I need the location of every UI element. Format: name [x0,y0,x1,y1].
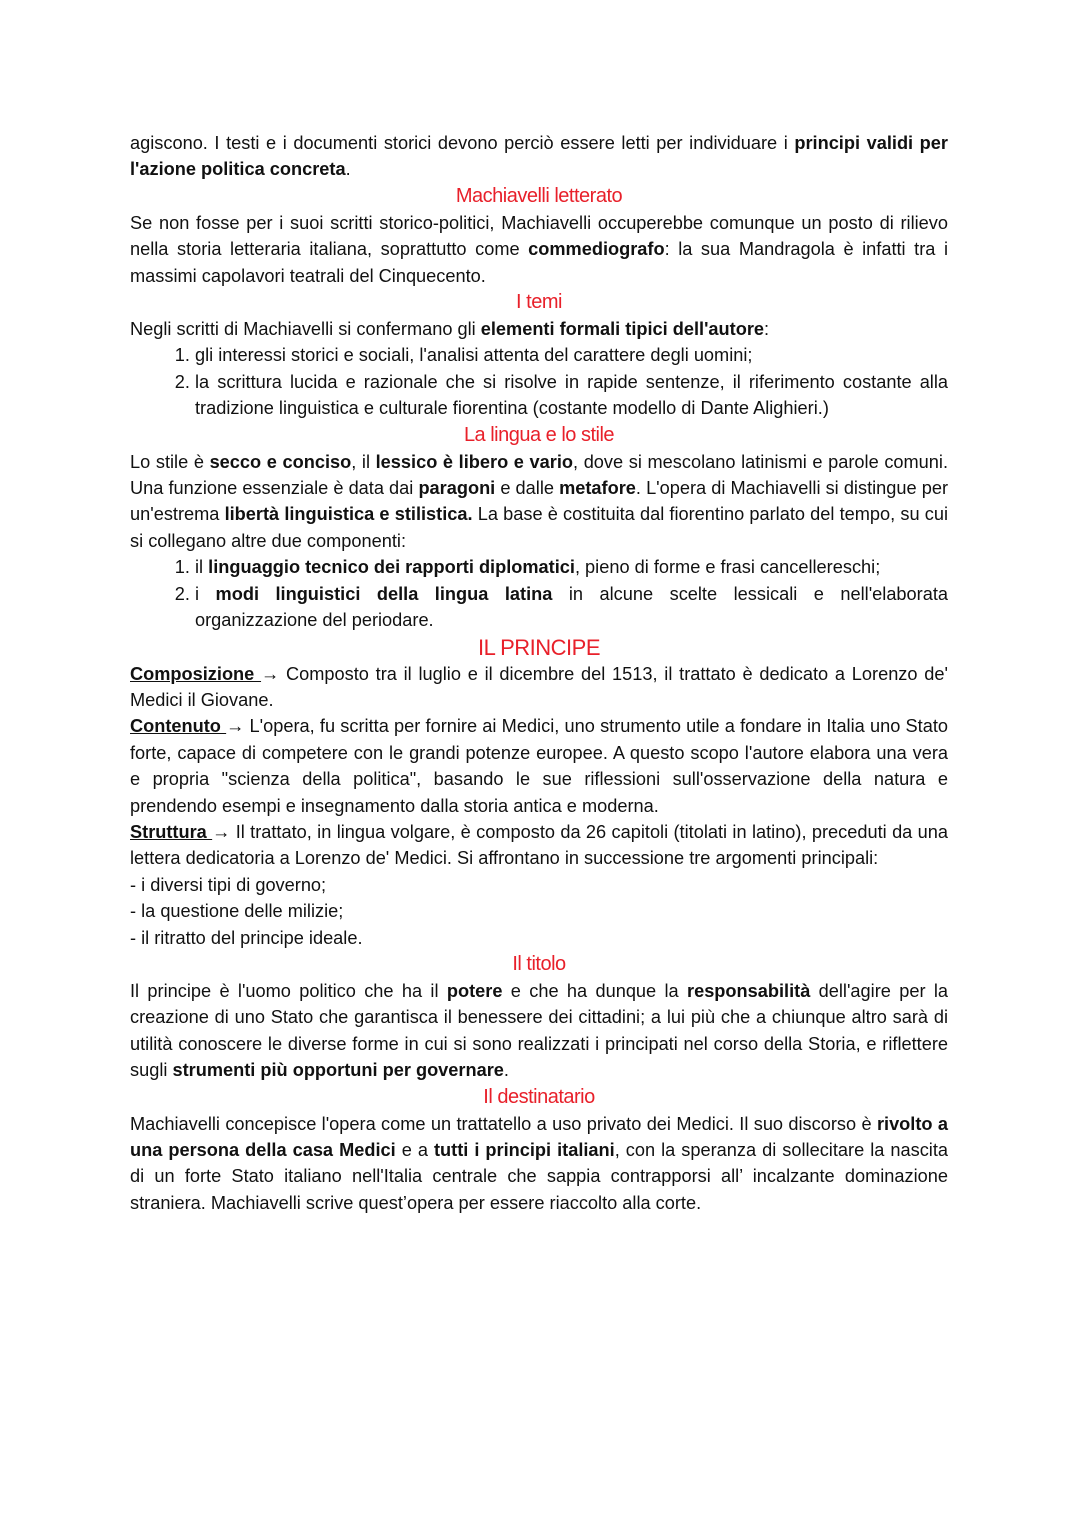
paragraph [130,819,948,872]
text-run: in alcune scelte lessicali e nell'elaborata organizzazione del periodare. [195,583,949,631]
text-run: . [345,159,351,180]
text-run: , il [351,451,376,472]
paragraph [130,210,948,289]
section-label: Struttura [130,821,213,842]
text-run: Machiavelli concepisce l'opera come un trattatello a uso privato dei Medici. Il suo discorso è [130,1113,877,1134]
section-label: Composizione [130,663,262,684]
text-run: : la sua Mandragola è infatti tra i massimi capolavori teatrali del Cinquecento. [130,239,948,286]
text-run: la scrittura lucida e razionale che si risolve in rapide sentenze, il riferimento costante alla tradizione linguistica e culturale fiorentina (costante modello di Dante Alighieri.) [195,371,948,419]
bold-text: libertà linguistica e stilistica. [224,504,473,525]
section-heading: La lingua e lo stile [463,423,615,446]
text-run: Negli scritti di Machiavelli si confermano gli [130,319,481,340]
text-run: - la questione delle milizie; [130,901,344,922]
bold-text: rivolto a una persona della casa Medici [130,1113,948,1160]
numbered-list [130,554,948,633]
list-item [195,554,948,580]
text-run: e dalle [495,478,560,499]
paragraph [130,872,948,898]
paragraph [130,316,948,342]
bold-text: lessico è libero e vario [375,451,574,472]
text-run: La base è costituita dal fiorentino parlato del tempo, su cui si collegano altre due componenti: [130,504,948,551]
numbered-list [130,342,948,421]
text-run: e che ha dunque la [502,980,687,1001]
paragraph [130,449,948,555]
bold-text: elementi formali tipici dell'autore [480,319,765,340]
bold-text: linguaggio tecnico dei rapporti diplomatici [208,557,575,578]
paragraph [130,130,948,183]
text-run: , con la speranza di sollecitare la nascita di un forte Stato italiano nell'Italia centrale che sappia contrapporsi all’ incalzante dominazione straniera. Machiavelli scrive quest’opera per essere riaccolto alla corte. [130,1140,948,1213]
paragraph [130,925,948,951]
text-run: . L'opera di Machiavelli si distingue per un'estrema [130,478,949,525]
list-item [195,369,948,422]
paragraph [130,1111,948,1217]
section-heading: I temi [516,291,562,314]
bold-text: principi validi per l'azione politica concreta [130,133,948,180]
section-label: Contenuto [130,716,227,737]
bold-text: responsabilità [687,980,811,1001]
text-run: Il principe è l'uomo politico che ha il [130,980,447,1001]
text-run: dell'agire per la creazione di uno Stato che garantisca il benessere dei cittadini; a lui più che a chiunque altro sarà di utilità conoscere le diverse forme in cui si sono realizzati i principati nel corso della Storia, e riflettere sugli [130,980,948,1081]
paragraph [130,713,948,819]
list-item [195,342,948,368]
text-run: Se non fosse per i suoi scritti storico-politici, Machiavelli occuperebbe comunque un posto di rilievo nella storia letteraria italiana, soprattutto come [130,212,948,260]
section-heading: Il destinatario [483,1085,595,1108]
bold-text: tutti i principi italiani [433,1140,615,1160]
text-run: → L'opera, fu scritta per fornire ai Medici, uno strumento utile a fondare in Italia uno Stato forte, capace di competere con le grandi potenze europee. A questo scopo l'autore elabora una vera e propria "scienza della politica", basando le sue riflessioni sull'osservazione della natura e prendendo esempi e insegnamento dalla storia antica e moderna. [130,716,949,816]
bold-text: paragoni [418,478,496,499]
section-heading: IL PRINCIPE [477,634,601,660]
text-run: e a [395,1140,434,1160]
section-heading: Machiavelli letterato [455,184,623,207]
text-run: i [195,583,216,604]
text-run: → Il trattato, in lingua volgare, è composto da 26 capitoli (titolati in latino), preceduti da una lettera dedicatoria a Lorenzo de' Medici. Si affrontano in successione tre argomenti principali: [130,821,948,869]
text-run: → Composto tra il luglio e il dicembre del 1513, il trattato è dedicato a Lorenzo de' Medici il Giovane. [130,663,948,710]
paragraph [130,978,948,1084]
text-run: . [503,1060,509,1081]
bold-text: secco e conciso [209,451,352,472]
bold-text: modi linguistici della lingua latina [215,583,553,604]
text-run: - i diversi tipi di governo; [130,874,327,895]
text-run: Lo stile è [130,451,210,472]
paragraph [130,898,948,924]
list-item [195,581,948,634]
document-page [130,130,948,1216]
bold-text: potere [446,980,503,1001]
text-run: gli interessi storici e sociali, l'analisi attenta del carattere degli uomini; [195,345,753,366]
text-run: : [764,319,770,340]
text-run: , pieno di forme e frasi cancellereschi; [574,557,881,578]
text-run: - il ritratto del principe ideale. [130,927,363,948]
bold-text: strumenti più opportuni per governare [172,1060,504,1081]
paragraph [130,661,948,714]
bold-text: commediografo [528,239,665,260]
text-run: agiscono. I testi e i documenti storici devono perciò essere letti per individuare i [130,133,795,153]
bold-text: metafore [559,478,636,499]
section-heading: Il titolo [512,952,566,975]
text-run: , dove si mescolano latinismi e parole comuni. Una funzione essenziale è data dai [130,451,948,499]
text-run: il [195,557,209,578]
